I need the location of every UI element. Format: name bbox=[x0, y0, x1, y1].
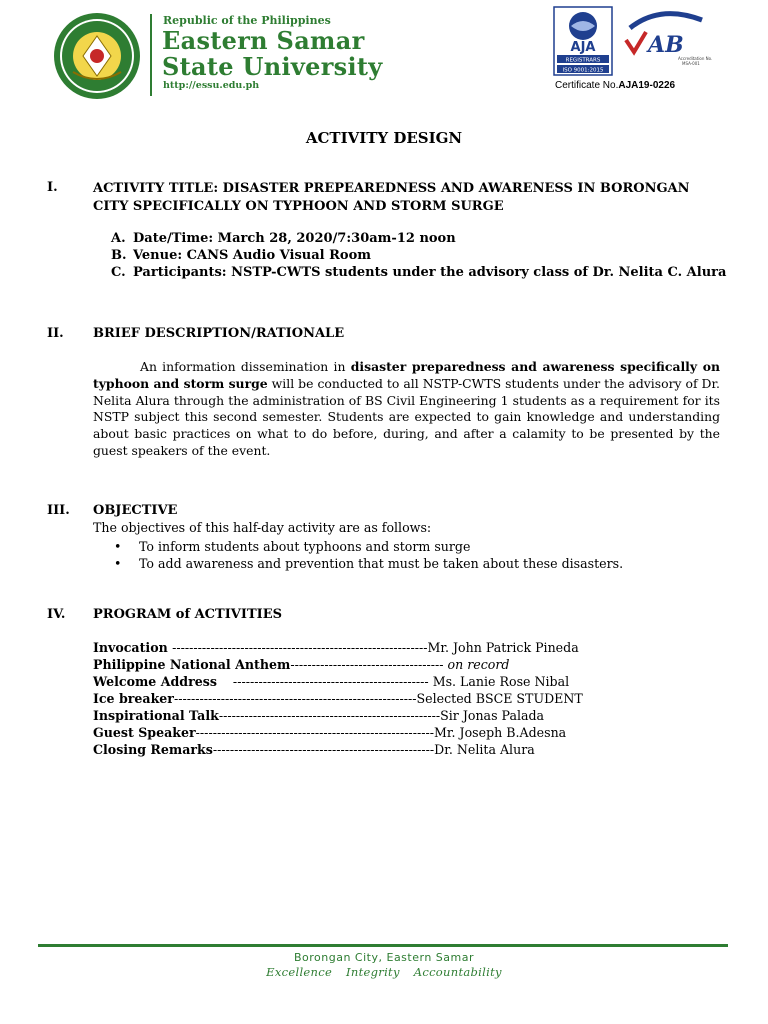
rationale-paragraph bbox=[93, 359, 720, 460]
objective-text: To inform students about typhoons and storm surge bbox=[139, 539, 471, 554]
program-value: Dr. Nelita Alura bbox=[434, 742, 535, 757]
program-dashes: ------------------------------------ bbox=[290, 657, 448, 672]
detail-text: Venue: CANS Audio Visual Room bbox=[133, 248, 372, 263]
certificate-value: AJA19-0226 bbox=[618, 80, 676, 91]
bullet-icon: • bbox=[114, 556, 122, 571]
rationale-text-bold: disaster preparedness and awareness specifically on typhoon and storm surge bbox=[93, 359, 720, 391]
program-dashes: ---------------------------------------------- bbox=[216, 674, 433, 689]
republic-text: Republic of the Philippines bbox=[163, 14, 331, 27]
section2-number: II. bbox=[47, 326, 64, 341]
certificate-number bbox=[555, 80, 675, 91]
detail-venue bbox=[111, 248, 371, 263]
header-divider bbox=[150, 14, 152, 96]
section2-heading: BRIEF DESCRIPTION/RATIONALE bbox=[93, 326, 345, 341]
rationale-text-a: An information dissemination in bbox=[140, 359, 351, 374]
program-dashes: --------------------------------------------------------- bbox=[173, 691, 417, 706]
aja-registrars-logo bbox=[553, 6, 613, 76]
program-value: Mr. John Patrick Pineda bbox=[427, 640, 579, 655]
section3-heading: OBJECTIVE bbox=[93, 503, 178, 518]
svg-text:AB: AB bbox=[648, 32, 684, 58]
bullet-icon: • bbox=[114, 539, 122, 554]
svg-text:AJA: AJA bbox=[570, 40, 596, 55]
program-row-invocation bbox=[93, 640, 579, 655]
section4-heading: PROGRAM of ACTIVITIES bbox=[93, 607, 283, 622]
program-row-guest-speaker bbox=[93, 725, 566, 740]
activity-title: ACTIVITY TITLE: DISASTER PREPEAREDNESS AND AWARENESS IN BORONGAN CITY SPECIFICALLY ON TYPHOON AND STORM SURGE bbox=[93, 181, 690, 214]
section3-number: III. bbox=[47, 503, 70, 518]
university-url: http://essu.edu.ph bbox=[163, 80, 260, 91]
program-dashes: ------------------------------------------------------------ bbox=[172, 640, 428, 655]
objective-item bbox=[114, 556, 623, 571]
program-row-welcome bbox=[93, 674, 569, 689]
program-row-closing bbox=[93, 742, 535, 757]
svg-text:MSA-001: MSA-001 bbox=[682, 61, 700, 66]
program-value: Ms. Lanie Rose Nibal bbox=[432, 674, 570, 689]
detail-date-time bbox=[111, 231, 456, 246]
detail-text: Date/Time: March 28, 2020/7:30am-12 noon bbox=[133, 231, 456, 246]
footer-location: Borongan City, Eastern Samar bbox=[293, 951, 474, 964]
program-row-anthem bbox=[93, 657, 509, 672]
certificate-label: Certificate No. bbox=[555, 80, 619, 91]
program-label: Inspirational Talk bbox=[93, 708, 219, 723]
detail-participants bbox=[111, 265, 726, 280]
program-value: on record bbox=[447, 657, 510, 672]
university-name-line1: Eastern Samar bbox=[162, 26, 365, 55]
program-value: Mr. Joseph B.Adesna bbox=[433, 725, 567, 740]
document-title: ACTIVITY DESIGN bbox=[305, 129, 463, 147]
footer-motto: Excellence Integrity Accountability bbox=[266, 965, 502, 979]
university-seal-logo bbox=[53, 12, 141, 100]
program-label: Ice breaker bbox=[93, 691, 174, 706]
detail-letter: C. bbox=[111, 265, 126, 280]
university-name bbox=[162, 28, 383, 80]
program-label: Philippine National Anthem bbox=[93, 657, 291, 672]
program-label: Guest Speaker bbox=[93, 725, 196, 740]
program-dashes: ---------------------------------------------------- bbox=[212, 742, 435, 757]
objective-text: To add awareness and prevention that must be taken about these disasters. bbox=[139, 556, 624, 571]
program-label: Welcome Address bbox=[93, 674, 217, 689]
jab-accreditation-logo bbox=[620, 6, 713, 66]
section1-number: I. bbox=[47, 180, 58, 195]
university-name-line2: State University bbox=[162, 52, 383, 81]
section4-number: IV. bbox=[47, 607, 66, 622]
svg-text:REGISTRARS: REGISTRARS bbox=[565, 57, 601, 64]
rationale-text-c: will be conducted to all NSTP-CWTS students under the advisory of Dr. Nelita Alura through the administration of BS Civil Engineering 1 students as a requirement for its NSTP subject this second semester. Students are expected to gain knowledge and understanding about basic practices on what to do before, during, and after a calamity to be presented by the guest speakers of the event. bbox=[93, 375, 720, 458]
program-value: Sir Jonas Palada bbox=[440, 708, 545, 723]
program-dashes: -------------------------------------------------------- bbox=[195, 725, 434, 740]
program-value: Selected BSCE STUDENT bbox=[416, 691, 583, 706]
detail-letter: B. bbox=[111, 248, 127, 263]
footer-divider bbox=[38, 944, 728, 947]
svg-text:ISO 9001:2015: ISO 9001:2015 bbox=[562, 67, 604, 74]
detail-letter: A. bbox=[111, 231, 126, 246]
objectives-intro: The objectives of this half-day activity are as follows: bbox=[93, 520, 432, 535]
program-label: Closing Remarks bbox=[93, 742, 213, 757]
svg-text:Accreditation No.: Accreditation No. bbox=[678, 56, 713, 61]
program-dashes: ---------------------------------------------------- bbox=[218, 708, 441, 723]
program-row-icebreaker bbox=[93, 691, 583, 706]
program-label: Invocation bbox=[93, 640, 173, 655]
detail-text: Participants: NSTP-CWTS students under the advisory class of Dr. Nelita C. Alura bbox=[133, 265, 727, 280]
program-row-inspirational bbox=[93, 708, 544, 723]
objective-item bbox=[114, 539, 470, 554]
